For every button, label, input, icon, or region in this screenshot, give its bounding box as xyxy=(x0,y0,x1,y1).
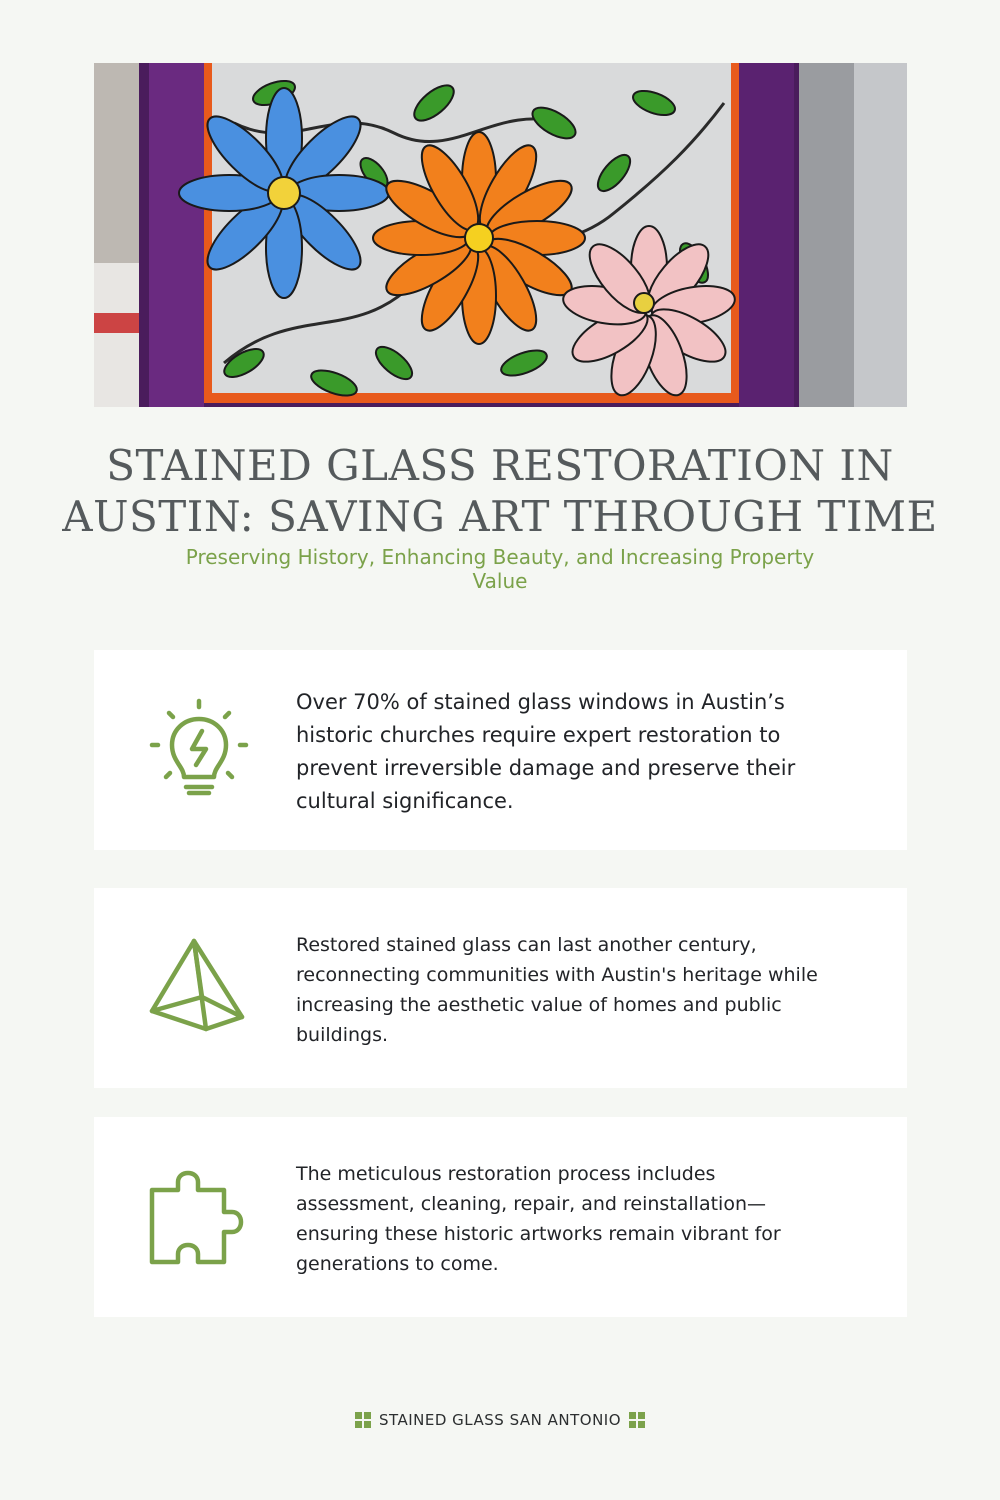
fact-card-text: Restored stained glass can last another century, reconnecting communities with Austin's heritage while increasing the aesthetic value of homes and public buildings. xyxy=(296,934,818,1046)
footer-brand: STAINED GLASS SAN ANTONIO xyxy=(378,1411,622,1429)
puzzle-piece-icon xyxy=(144,1162,254,1272)
fact-card xyxy=(94,1117,907,1317)
window-grid-icon xyxy=(355,1412,371,1428)
fact-card xyxy=(94,650,907,850)
fact-card-text: The meticulous restoration process includes assessment, cleaning, repair, and reinstallation—ensuring these historic artworks remain vibrant for generations to come. xyxy=(296,1163,781,1275)
fact-card xyxy=(94,888,907,1088)
lightbulb-icon xyxy=(144,695,254,805)
footer-logo xyxy=(0,1408,1000,1432)
window-grid-icon xyxy=(629,1412,645,1428)
page-title: STAINED GLASS RESTORATION IN AUSTIN: SAVING ART THROUGH TIME xyxy=(62,441,938,541)
pyramid-icon xyxy=(144,933,254,1043)
fact-card-text: Over 70% of stained glass windows in Austin’s historic churches require expert restoration to prevent irreversible damage and preserve their cultural significance. xyxy=(296,690,796,813)
hero-image xyxy=(94,63,907,407)
page-subtitle: Preserving History, Enhancing Beauty, and Increasing Property Value xyxy=(185,545,815,593)
